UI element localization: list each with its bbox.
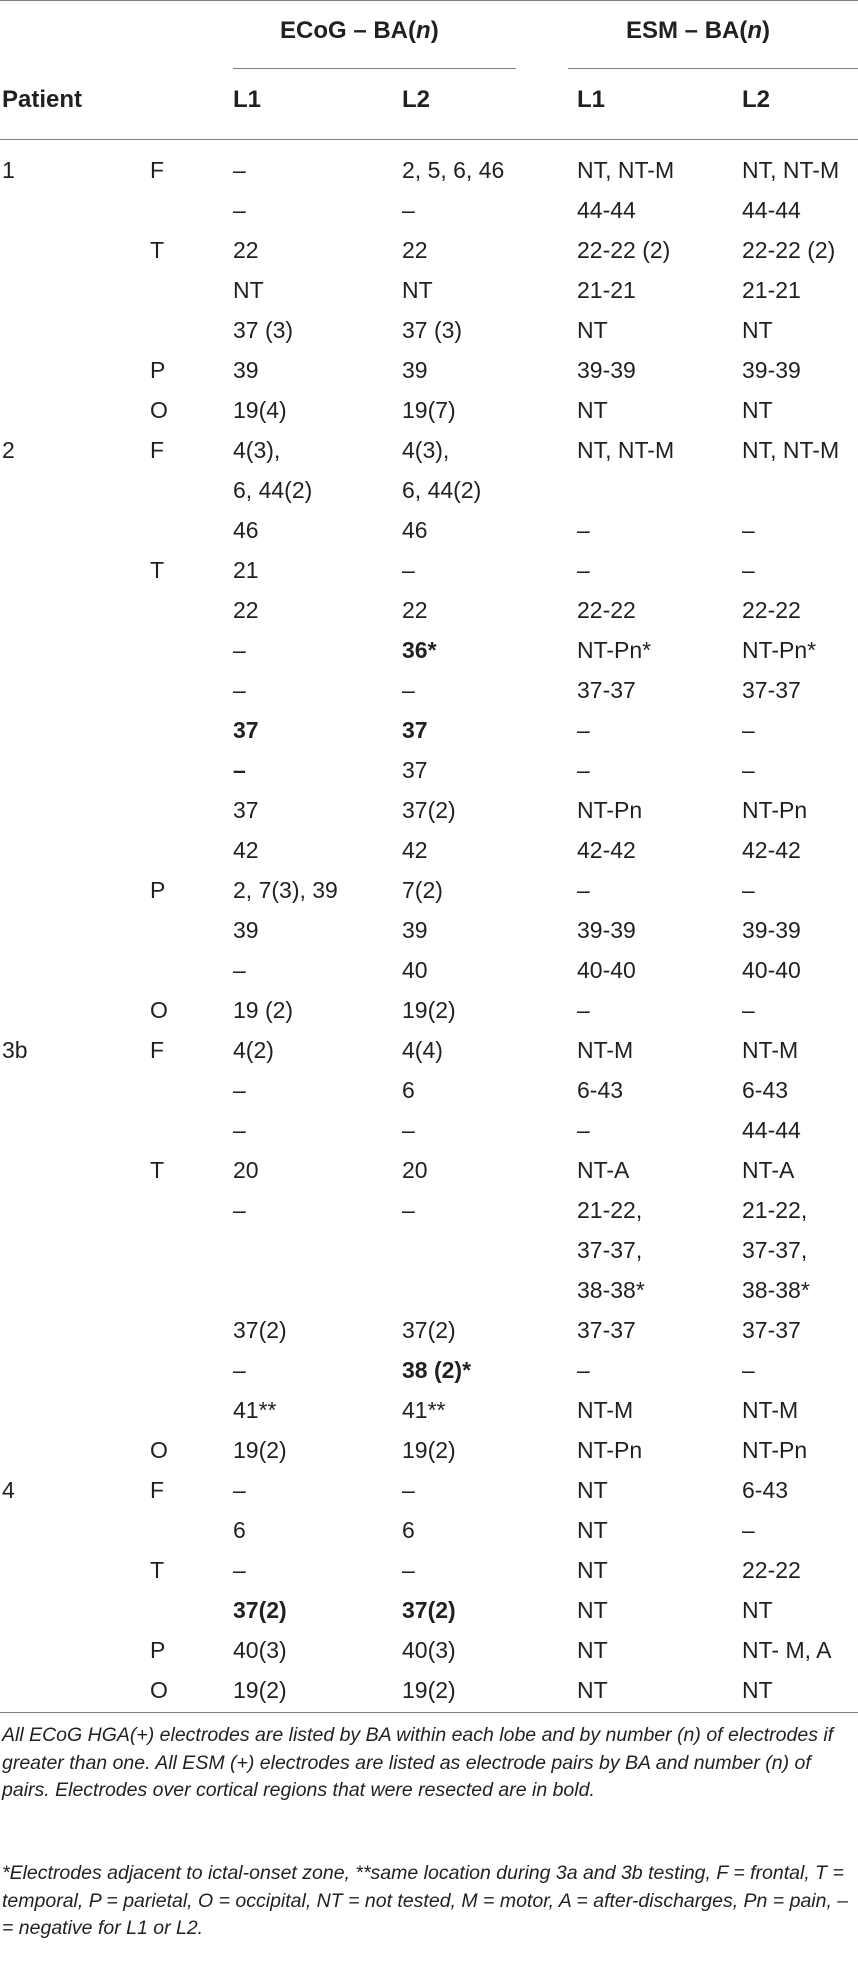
esm-l2-cell: NT-M xyxy=(742,1037,799,1063)
ecog-l2-cell: – xyxy=(402,197,415,223)
ecog-l1-cell: – xyxy=(233,757,246,783)
esm-l1-cell: 37-37 xyxy=(577,677,636,703)
esm-l1-cell: NT xyxy=(577,1557,608,1583)
table-row xyxy=(0,1670,858,1710)
esm-l1-cell: 40-40 xyxy=(577,957,636,983)
ecog-l1-cell: 6, 44(2) xyxy=(233,477,313,503)
lobe-cell: F xyxy=(150,1477,165,1503)
ecog-l1-cell: 37 xyxy=(233,717,259,743)
ecog-l1-cell: – xyxy=(233,957,246,983)
lobe-cell: O xyxy=(150,397,168,423)
lobe-cell: O xyxy=(150,1437,168,1463)
table-row xyxy=(0,230,858,270)
lobe-cell: T xyxy=(150,237,165,263)
lobe-cell: F xyxy=(150,157,165,183)
ecog-l1-cell: – xyxy=(233,1117,246,1143)
esm-l2-cell: – xyxy=(742,717,755,743)
header-ecog-l1: L1 xyxy=(233,86,262,113)
bottom-rule xyxy=(0,1712,858,1713)
ecog-l2-cell: 37 xyxy=(402,717,428,743)
ecog-l2-cell: 4(4) xyxy=(402,1037,443,1063)
lobe-cell: O xyxy=(150,997,168,1023)
ecog-l1-cell: – xyxy=(233,197,246,223)
header-patient: Patient xyxy=(2,86,83,113)
esm-l2-cell: – xyxy=(742,557,755,583)
table-row xyxy=(0,1110,858,1150)
ecog-l2-cell: 19(2) xyxy=(402,997,456,1023)
table-row xyxy=(0,590,858,630)
ecog-l1-cell: – xyxy=(233,637,246,663)
esm-l2-cell: NT xyxy=(742,1597,773,1623)
ecog-l2-cell: 46 xyxy=(402,517,428,543)
table-row xyxy=(0,830,858,870)
ecog-l2-cell: – xyxy=(402,677,415,703)
table-row xyxy=(0,1510,858,1550)
ecog-l2-cell: 41** xyxy=(402,1397,446,1423)
esm-l1-cell: NT xyxy=(577,1637,608,1663)
table-row xyxy=(0,910,858,950)
lobe-cell: T xyxy=(150,557,165,583)
ecog-l1-cell: 4(3), xyxy=(233,437,281,463)
ecog-l2-cell: 37 (3) xyxy=(402,317,463,343)
table-row xyxy=(0,390,858,430)
esm-l2-cell: – xyxy=(742,757,755,783)
esm-l2-cell: 6-43 xyxy=(742,1077,789,1103)
esm-l2-cell: 42-42 xyxy=(742,837,801,863)
esm-l2-cell: NT-Pn xyxy=(742,797,808,823)
ecog-l1-cell: 40(3) xyxy=(233,1637,287,1663)
ecog-l1-cell: 19(2) xyxy=(233,1677,287,1703)
esm-l2-cell: 22-22 (2) xyxy=(742,237,836,263)
table-row xyxy=(0,1630,858,1670)
ecog-l2-cell: 42 xyxy=(402,837,428,863)
esm-l1-cell: NT xyxy=(577,397,608,423)
ecog-l1-cell: – xyxy=(233,1477,246,1503)
ecog-l2-cell: 37 xyxy=(402,757,428,783)
esm-l1-cell: 38-38* xyxy=(577,1277,645,1303)
esm-l2-cell: – xyxy=(742,1357,755,1383)
esm-l1-cell: NT-A xyxy=(577,1157,630,1183)
esm-l1-cell: 21-21 xyxy=(577,277,636,303)
ecog-l1-cell: 46 xyxy=(233,517,259,543)
ecog-l1-cell: – xyxy=(233,1197,246,1223)
ecog-l2-cell: 22 xyxy=(402,597,428,623)
header-ecog-underline xyxy=(233,68,516,69)
table-row xyxy=(0,510,858,550)
esm-l1-cell: NT-Pn xyxy=(577,1437,643,1463)
ecog-l1-cell: 19(2) xyxy=(233,1437,287,1463)
esm-l2-cell: 22-22 xyxy=(742,597,801,623)
esm-l1-cell: NT xyxy=(577,1597,608,1623)
ecog-l2-cell: 37(2) xyxy=(402,1597,456,1623)
table-body xyxy=(0,150,858,1710)
esm-l1-cell: 21-22, xyxy=(577,1197,643,1223)
table-row xyxy=(0,1030,858,1070)
esm-l2-cell: NT, NT-M xyxy=(742,157,840,183)
table-row xyxy=(0,990,858,1030)
ecog-l2-cell: 38 (2)* xyxy=(402,1357,472,1383)
table-row xyxy=(0,710,858,750)
ecog-l1-cell: – xyxy=(233,1077,246,1103)
esm-l1-cell: NT-M xyxy=(577,1037,634,1063)
table-row xyxy=(0,1270,858,1310)
esm-l2-cell: 37-37 xyxy=(742,1317,801,1343)
table-footnote-description: All ECoG HGA(+) electrodes are listed by BA within each lobe and by number (n) of electrodes if greater than one. All ESM (+) electrodes are listed as electrode pairs by BA and number (n) of pairs. Electrodes over cortical regions that were resected are in bold. xyxy=(2,1724,834,1801)
esm-l2-cell: 21-21 xyxy=(742,277,801,303)
esm-l2-cell: 44-44 xyxy=(742,1117,801,1143)
ecog-l1-cell: 2, 7(3), 39 xyxy=(233,877,338,903)
header-esm-ba: ESM – BA(n) xyxy=(626,17,771,44)
ecog-l1-cell: – xyxy=(233,1557,246,1583)
top-rule xyxy=(0,0,858,1)
esm-l2-cell: – xyxy=(742,517,755,543)
ecog-l1-cell: 19(4) xyxy=(233,397,287,423)
esm-l1-cell: NT-Pn xyxy=(577,797,643,823)
esm-l2-cell: NT xyxy=(742,317,773,343)
ecog-l2-cell: 4(3), xyxy=(402,437,450,463)
ecog-l2-cell: 7(2) xyxy=(402,877,443,903)
patient-cell: 4 xyxy=(2,1477,15,1503)
esm-l1-cell: 37-37 xyxy=(577,1317,636,1343)
esm-l1-cell: NT xyxy=(577,1677,608,1703)
esm-l1-cell: NT xyxy=(577,1477,608,1503)
esm-l2-cell: – xyxy=(742,1517,755,1543)
esm-l2-cell: NT- M, A xyxy=(742,1637,832,1663)
esm-l1-cell: 42-42 xyxy=(577,837,636,863)
header-rule xyxy=(0,139,858,140)
table-row xyxy=(0,670,858,710)
table-row xyxy=(0,1190,858,1230)
esm-l1-cell: NT xyxy=(577,1517,608,1543)
ecog-l2-cell: 40 xyxy=(402,957,428,983)
ecog-l2-cell: 2, 5, 6, 46 xyxy=(402,157,505,183)
header-ecog-ba: ECoG – BA(n) xyxy=(280,17,439,44)
ecog-l2-cell: – xyxy=(402,1197,415,1223)
ecog-l2-cell: 6, 44(2) xyxy=(402,477,482,503)
header-ecog-l2: L2 xyxy=(402,86,431,113)
table-row xyxy=(0,1310,858,1350)
ecog-l1-cell: 39 xyxy=(233,917,259,943)
esm-l1-cell: 22-22 xyxy=(577,597,636,623)
ecog-l1-cell: 37(2) xyxy=(233,1597,287,1623)
table-row xyxy=(0,470,858,510)
ecog-l1-cell: 37 xyxy=(233,797,259,823)
ecog-l1-cell: 4(2) xyxy=(233,1037,274,1063)
ecog-l2-cell: 22 xyxy=(402,237,428,263)
table-row xyxy=(0,750,858,790)
esm-l1-cell: – xyxy=(577,997,590,1023)
ecog-l1-cell: – xyxy=(233,1357,246,1383)
esm-l1-cell: 39-39 xyxy=(577,357,636,383)
table-row xyxy=(0,270,858,310)
ecog-l2-cell: 37(2) xyxy=(402,797,456,823)
esm-l2-cell: 39-39 xyxy=(742,357,801,383)
ecog-l1-cell: 22 xyxy=(233,237,259,263)
esm-l1-cell: – xyxy=(577,517,590,543)
ecog-l2-cell: 37(2) xyxy=(402,1317,456,1343)
esm-l2-cell: 6-43 xyxy=(742,1477,789,1503)
esm-l2-cell: 37-37, xyxy=(742,1237,808,1263)
table-row xyxy=(0,150,858,190)
esm-l2-cell: NT, NT-M xyxy=(742,437,840,463)
esm-l1-cell: NT-M xyxy=(577,1397,634,1423)
esm-l1-cell: 44-44 xyxy=(577,197,636,223)
patient-cell: 3b xyxy=(2,1037,28,1063)
esm-l2-cell: NT-M xyxy=(742,1397,799,1423)
table-row xyxy=(0,630,858,670)
esm-l2-cell: 39-39 xyxy=(742,917,801,943)
ecog-l1-cell: 37 (3) xyxy=(233,317,294,343)
ecog-l2-cell: 19(2) xyxy=(402,1437,456,1463)
esm-l1-cell: NT xyxy=(577,317,608,343)
esm-l2-cell: 21-22, xyxy=(742,1197,808,1223)
ecog-l2-cell: – xyxy=(402,557,415,583)
ecog-l1-cell: 37(2) xyxy=(233,1317,287,1343)
esm-l1-cell: NT, NT-M xyxy=(577,157,675,183)
table-row xyxy=(0,870,858,910)
esm-l2-cell: 38-38* xyxy=(742,1277,810,1303)
ecog-l1-cell: – xyxy=(233,157,246,183)
esm-l2-cell: NT-Pn xyxy=(742,1437,808,1463)
table-row xyxy=(0,310,858,350)
ecog-l2-cell: – xyxy=(402,1477,415,1503)
ecog-l1-cell: 6 xyxy=(233,1517,246,1543)
table-row xyxy=(0,1390,858,1430)
esm-l1-cell: NT-Pn* xyxy=(577,637,652,663)
ecog-l1-cell: 19 (2) xyxy=(233,997,294,1023)
ecog-l1-cell: NT xyxy=(233,277,264,303)
esm-l1-cell: – xyxy=(577,1117,590,1143)
esm-l2-cell: NT xyxy=(742,1677,773,1703)
lobe-cell: F xyxy=(150,437,165,463)
table-row xyxy=(0,350,858,390)
lobe-cell: T xyxy=(150,1157,165,1183)
esm-l2-cell: NT xyxy=(742,397,773,423)
header-esm-underline xyxy=(568,68,858,69)
lobe-cell: P xyxy=(150,357,166,383)
esm-l1-cell: – xyxy=(577,757,590,783)
patient-cell: 2 xyxy=(2,437,15,463)
esm-l1-cell: – xyxy=(577,1357,590,1383)
ecog-l1-cell: 21 xyxy=(233,557,259,583)
table-row xyxy=(0,1550,858,1590)
esm-l2-cell: 44-44 xyxy=(742,197,801,223)
ecog-l2-cell: 19(2) xyxy=(402,1677,456,1703)
esm-l1-cell: 37-37, xyxy=(577,1237,643,1263)
lobe-cell: P xyxy=(150,877,166,903)
ecog-l2-cell: 40(3) xyxy=(402,1637,456,1663)
ecog-l2-cell: 6 xyxy=(402,1517,415,1543)
esm-l2-cell: 37-37 xyxy=(742,677,801,703)
ecog-l2-cell: 20 xyxy=(402,1157,428,1183)
esm-l2-cell: 22-22 xyxy=(742,1557,801,1583)
table-row xyxy=(0,1590,858,1630)
ecog-l2-cell: 39 xyxy=(402,917,428,943)
table-row xyxy=(0,1150,858,1190)
header-esm-l2: L2 xyxy=(742,86,771,113)
ecog-l1-cell: 22 xyxy=(233,597,259,623)
esm-l1-cell: 39-39 xyxy=(577,917,636,943)
table-row xyxy=(0,1070,858,1110)
table-row xyxy=(0,1430,858,1470)
esm-l2-cell: – xyxy=(742,997,755,1023)
ecog-l1-cell: 42 xyxy=(233,837,259,863)
ecog-l2-cell: – xyxy=(402,1557,415,1583)
esm-l1-cell: 6-43 xyxy=(577,1077,624,1103)
header-esm-l1: L1 xyxy=(577,86,606,113)
lobe-cell: T xyxy=(150,1557,165,1583)
esm-l2-cell: NT-Pn* xyxy=(742,637,817,663)
ecog-l1-cell: 39 xyxy=(233,357,259,383)
table-row xyxy=(0,430,858,470)
esm-l1-cell: NT, NT-M xyxy=(577,437,675,463)
ecog-l2-cell: 39 xyxy=(402,357,428,383)
table-row xyxy=(0,1350,858,1390)
ecog-l1-cell: 20 xyxy=(233,1157,259,1183)
ecog-l2-cell: 36* xyxy=(402,637,437,663)
lobe-cell: P xyxy=(150,1637,166,1663)
table-row xyxy=(0,950,858,990)
esm-l2-cell: – xyxy=(742,877,755,903)
ecog-l1-cell: 41** xyxy=(233,1397,277,1423)
ecog-l2-cell: – xyxy=(402,1117,415,1143)
table-row xyxy=(0,1470,858,1510)
table-row xyxy=(0,1230,858,1270)
table-footnote-abbreviations: *Electrodes adjacent to ictal-onset zone, **same location during 3a and 3b testing, F = frontal, T = temporal, P = parietal, O = occipital, NT = not tested, M = motor, A = after-discharges, Pn = pain, – = negative for L1 or L2. xyxy=(2,1862,849,1939)
esm-l1-cell: – xyxy=(577,717,590,743)
table-row xyxy=(0,550,858,590)
esm-l2-cell: NT-A xyxy=(742,1157,795,1183)
esm-l1-cell: 22-22 (2) xyxy=(577,237,671,263)
esm-l2-cell: 40-40 xyxy=(742,957,801,983)
esm-l1-cell: – xyxy=(577,877,590,903)
lobe-cell: F xyxy=(150,1037,165,1063)
ecog-l2-cell: 6 xyxy=(402,1077,415,1103)
lobe-cell: O xyxy=(150,1677,168,1703)
ecog-l2-cell: 19(7) xyxy=(402,397,456,423)
table-row xyxy=(0,190,858,230)
esm-l1-cell: – xyxy=(577,557,590,583)
patient-cell: 1 xyxy=(2,157,15,183)
ecog-l2-cell: NT xyxy=(402,277,433,303)
table-row xyxy=(0,790,858,830)
ecog-l1-cell: – xyxy=(233,677,246,703)
